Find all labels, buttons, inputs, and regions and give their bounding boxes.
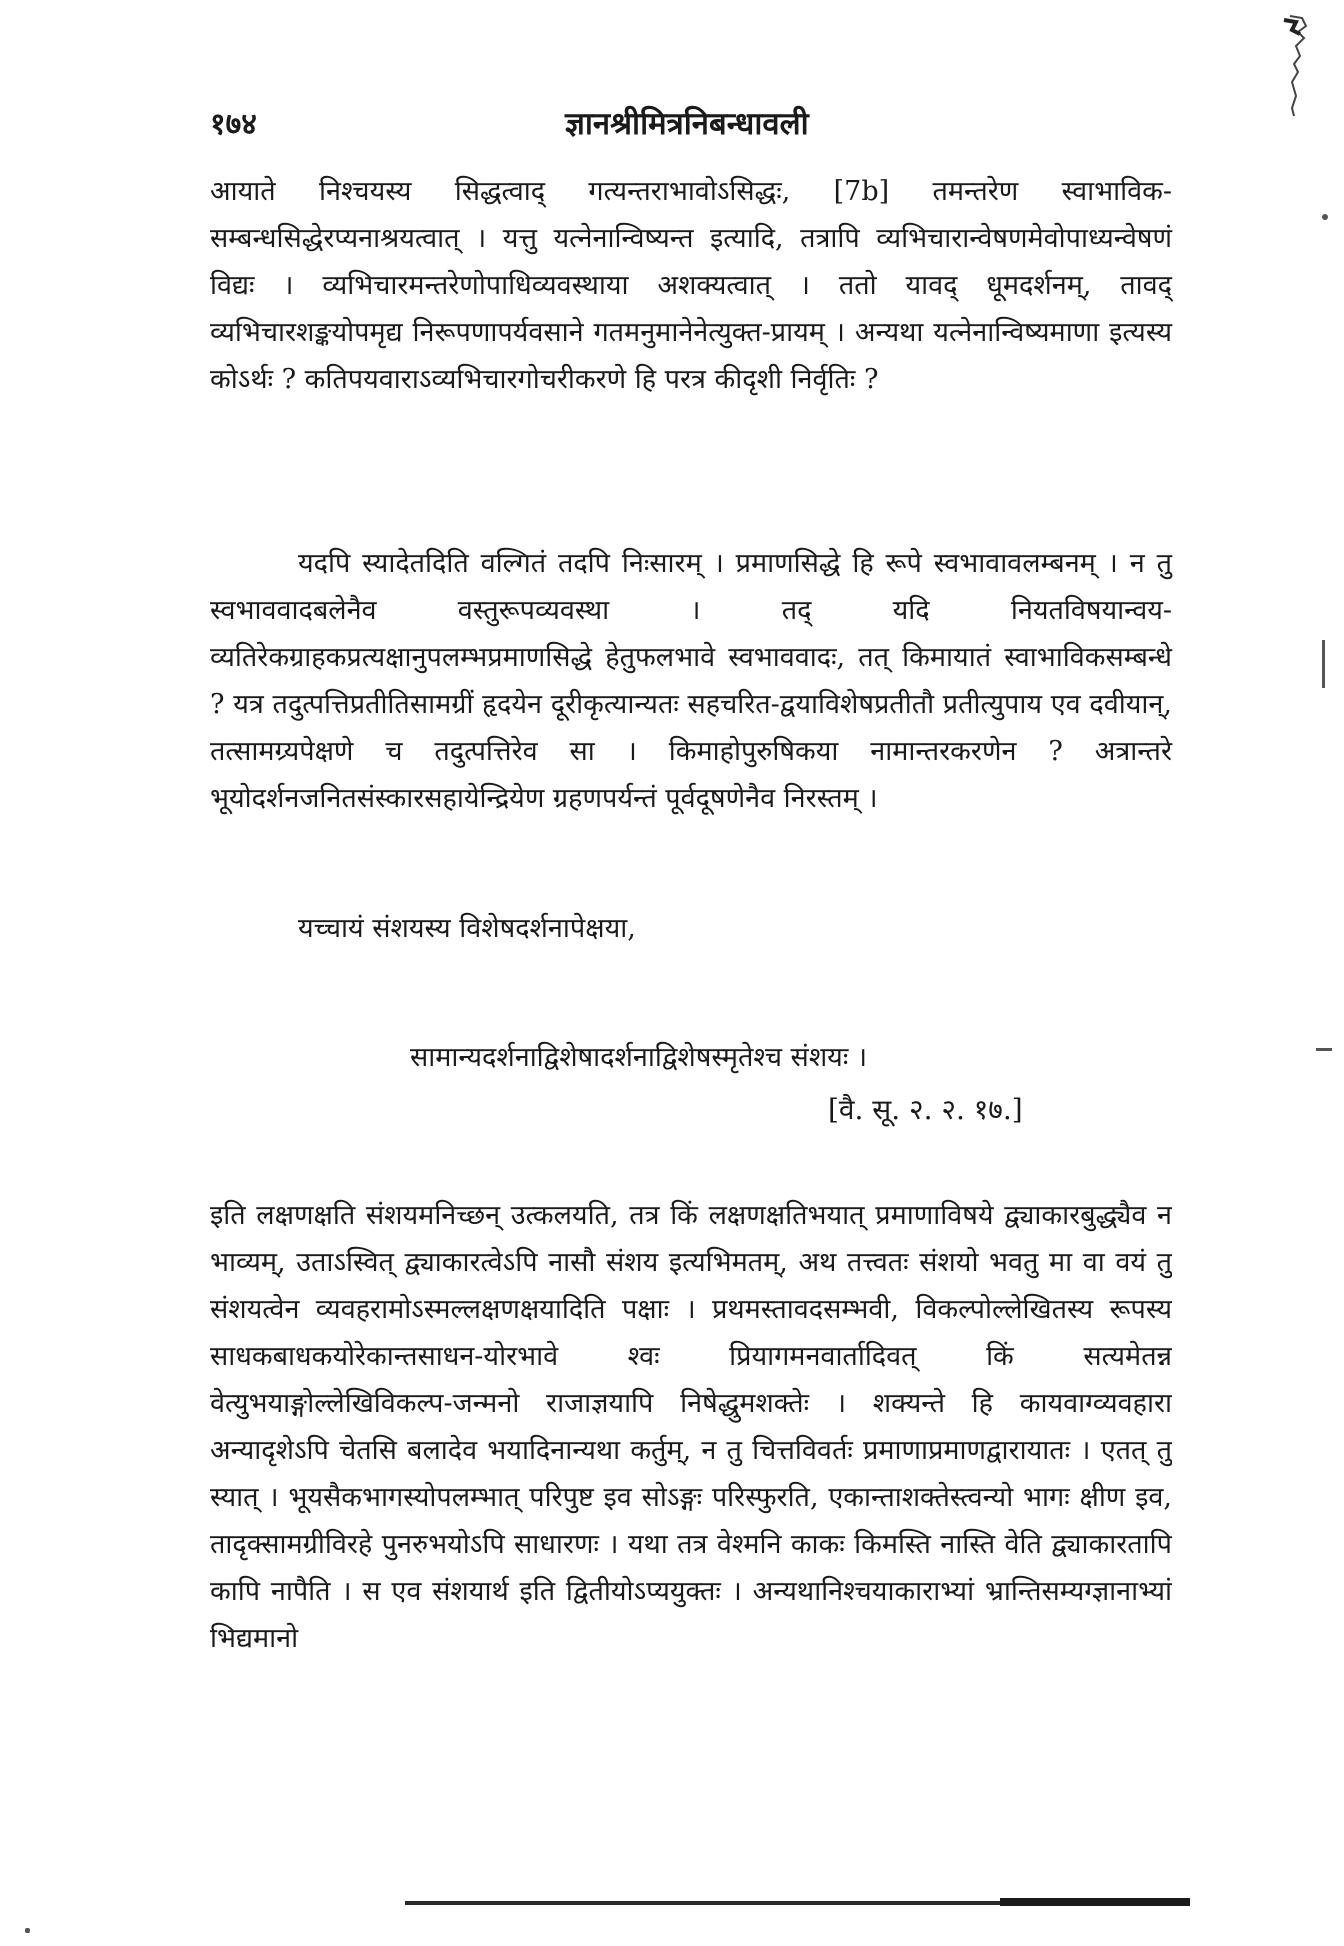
footer-rule-heavy (1000, 1898, 1190, 1906)
margin-tick (1316, 1048, 1332, 1051)
page-header (210, 102, 1180, 152)
paragraph: आयाते निश्चयस्य सिद्धत्वाद् गत्यन्तराभावोऽसिद्धः, [7b] तमन्तरेण स्वाभाविक-सम्बन्धसिद्धेरप्यनाश्रयत्वात् । यत्तु यत्नेनान्विष्यन्त इत्यादि, तत्रापि व्यभिचारान्वेषणमेवोपाध्यन्वेषणं विद्यः । व्यभिचारमन्तरेणोपाधिव्यवस्थाया अशक्यत्वात् । ततो यावद् धूमदर्शनम्, तावद् व्यभिचारशङ्कयोपमृद्य निरूपणापर्यवसाने गतमनुमानेनेत्युक्त-प्रायम् । अन्यथा यत्नेनान्विष्यमाणा इत्यस्य कोऽर्थः ? कतिपयवाराऽव्यभिचारगोचरीकरणे हि परत्र कीदृशी निर्वृतिः ? (210, 176, 1172, 395)
page-number: १७४ (210, 107, 257, 142)
running-title: ज्ञानश्रीमित्रनिबन्धावली (565, 106, 809, 142)
margin-tick (1322, 640, 1325, 688)
paragraph: इति लक्षणक्षति संशयमनिच्छन् उत्कलयति, तत्र किं लक्षणक्षतिभयात् प्रमाणाविषये द्व्याकारबुद्ध्यैव न भाव्यम्, उताऽस्वित् द्व्याकारत्वेऽपि नासौ संशय इत्यभिमतम्, अथ तत्त्वतः संशयो भवतु मा वा वयं तु संशयत्वेन व्यवहरामोऽस्मल्लक्षणक्षयादिति पक्षाः । प्रथमस्तावदसम्भवी, विकल्पोल्लेखितस्य रूपस्य साधकबाधकयोरेकान्तसाधन-योरभावे श्वः प्रियागमनवार्तादिवत् किं सत्यमेतन्न वेत्युभयाङ्गोल्लेखिविकल्प-जन्मनो राजाज्ञयापि निषेद्धुमशक्तेः । शक्यन्ते हि कायवाग्व्यवहारा अन्यादृशेऽपि चेतसि बलादेव भयादिनान्यथा कर्तुम्, न तु चित्तविवर्तः प्रमाणाप्रमाणद्वारायातः । एतत् तु स्यात् । भूयसैकभागस्योपलम्भात् परिपुष्ट इव सोऽङ्गः परिस्फुरति, एकान्ताशक्तेस्त्वन्यो भागः क्षीण इव, तादृक्सामग्रीविरहे पुनरुभयोऽपि साधारणः । यथा तत्र वेश्मनि काकः किमस्ति नास्ति वेति द्व्याकारतापि कापि नापैति । स एव संशयार्थ इति द्वितीयोऽप्ययुक्तः । अन्यथानिश्चयाकाराभ्यां भ्रान्तिसम्यग्ज्ञानाभ्यां भिद्यमानो (210, 1200, 1172, 1654)
paragraph: यदपि स्यादेतदिति वल्गितं तदपि निःसारम् । प्रमाणसिद्धे हि रूपे स्वभावावलम्बनम् । न तु स्वभाववादबलेनैव वस्तुरूपव्यवस्था । तद् यदि नियतविषयान्वय-व्यतिरेकग्राहकप्रत्यक्षानुपलम्भप्रमाणसिद्धे हेतुफलभावे स्वभाववादः, तत् किमायातं स्वाभाविकसम्बन्धे ? यत्र तदुत्पत्तिप्रतीतिसामग्रीं हृदयेन दूरीकृत्यान्यतः सहचरित-द्वयाविशेषप्रतीतौ प्रतीत्युपाय एव दवीयान्, तत्सामग्र्यपेक्षणे च तदुत्पत्तिरेव सा । किमाहोपुरुषिकया नामान्तरकरणेन ? अत्रान्तरे भूयोदर्शनजनितसंस्कारसहायेन्द्रियेण ग्रहणपर्यन्तं पूर्वदूषणेनैव निरस्तम् । (210, 548, 1172, 814)
paragraph: यच्चायं संशयस्य विशेषदर्शनापेक्षया, (298, 913, 636, 944)
margin-dot (25, 1928, 30, 1933)
quoted-verse: सामान्यदर्शनाद्विशेषादर्शनाद्विशेषस्मृतेश्च संशयः । (410, 1042, 868, 1073)
margin-dot (1322, 214, 1328, 220)
verse-reference: [वै. सू. २. २. १७.] (828, 1093, 1023, 1126)
scan-edge-blot (1276, 12, 1316, 122)
